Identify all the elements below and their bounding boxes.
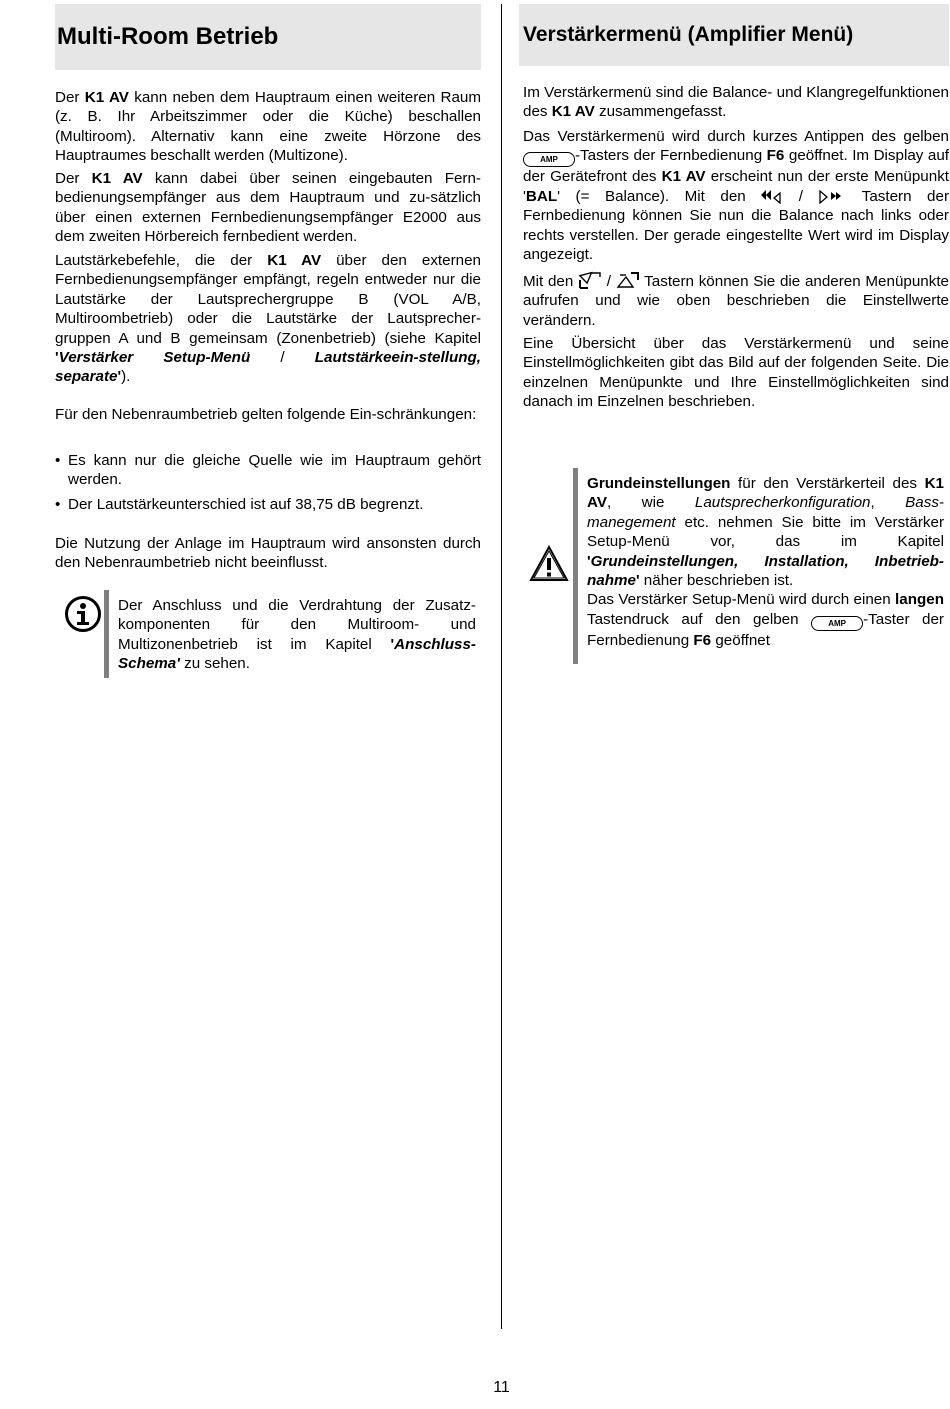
text: -Taster der Fernbedienung: [587, 610, 944, 649]
quote: ': [55, 349, 59, 367]
text: ,: [870, 494, 906, 512]
quote: ': [117, 368, 122, 386]
text: Grundeinstellungen: [587, 475, 731, 492]
text: /: [250, 349, 315, 367]
menu-down-icon: [578, 271, 602, 289]
right-paragraph-4: Eine Übersicht über das Verstärkermenü und seine Einstellmöglichkeiten gibt das Bild auf der folgenden Seite. Die einzelnen Menüpunkte und Ihre Einstellmöglichkeiten sind danach im Einzelnen beschrieben.: [523, 335, 949, 411]
chapter-ref: Lautstärkeein-stellung, separate: [55, 349, 481, 386]
right-paragraph-1: [523, 83, 949, 122]
left-note-text: [118, 596, 476, 674]
chapter-ref: Grundeinstellungen, Installation, Inbetrieb-nahme: [587, 552, 944, 590]
text: Der: [55, 89, 85, 106]
text: Der Anschluss und die Verdrahtung der Zusatz-komponenten für den Multiroom- und Multizonenbetrieb ist im Kapitel: [118, 597, 476, 653]
text: geöffnet. Im Display auf der Gerätefront des: [523, 147, 949, 186]
text: näher beschrieben ist.: [639, 572, 794, 590]
text: Lautstärkebefehle, die der: [55, 252, 268, 269]
key-name: F6: [693, 631, 712, 649]
amp-button-icon: AMP: [811, 616, 863, 631]
text: ' (= Balance). Mit den: [557, 187, 762, 205]
product-name: K1 AV: [91, 170, 143, 187]
note-bar: [104, 590, 109, 678]
page-number: 11: [493, 1379, 510, 1396]
product-name: K1 AV: [587, 475, 944, 512]
menu-item-name: BAL: [525, 187, 558, 205]
quote: ': [587, 552, 591, 570]
product-name: K1 AV: [661, 168, 706, 186]
product-name: K1 AV: [84, 89, 129, 106]
chapter-ref: Verstärker Setup-Menü: [58, 349, 251, 367]
menu-up-icon: [616, 271, 640, 289]
text: , wie: [606, 494, 695, 512]
text: etc. nehmen Sie bitte im Verstärker Setup-Menü vor, das im Kapitel: [587, 513, 944, 551]
text: Tastendruck auf den gelben: [587, 610, 812, 628]
left-paragraph-4: Für den Nebenraumbetrieb gelten folgende Ein-schränkungen:: [55, 406, 477, 423]
left-paragraph-2: [55, 169, 481, 247]
warning-icon: [529, 545, 569, 583]
text: Tastern der Fernbedienung können Sie nun die Balance nach links oder rechts verstellen. Der gerade eingestellte Wert wird im Display angezeigt.: [523, 187, 949, 264]
bullet-item: • Es kann nur die gleiche Quelle wie im Hauptraum gehört werden.: [55, 451, 481, 490]
right-note-text: [587, 474, 944, 650]
quote: ': [635, 572, 640, 590]
text: Tastern können Sie die anderen Menüpunkte aufrufen und wie oben beschrieben die Einstellwerte verändern.: [523, 273, 949, 329]
column-divider: [501, 4, 502, 1329]
text: langen: [895, 591, 944, 609]
right-paragraph-2: [523, 127, 949, 264]
text: zu sehen.: [179, 655, 250, 673]
bullet-item: • Der Lautstärkeunterschied ist auf 38,75 dB begrenzt.: [55, 495, 481, 514]
left-paragraph-3: [55, 251, 481, 387]
left-paragraph-1: [55, 88, 481, 166]
text: -Tasters der Fernbedienung: [575, 147, 767, 165]
key-name: F6: [766, 147, 785, 165]
text: kann dabei über seinen eingebauten Fern-bedienungsempfänger aus dem Hauptraum und zu-sätzlich über einen externen Fernbedienungsempfänger E2000 aus dem zweiten Hörbereich fernbedient werden.: [55, 170, 481, 246]
text: Mit den: [523, 273, 579, 290]
note-bar: [573, 468, 578, 664]
info-icon: [64, 595, 102, 633]
right-heading-text: Verstärkermenü (Amplifier Menü): [523, 23, 854, 46]
text: geöffnet: [711, 631, 770, 649]
amp-button-icon: AMP: [523, 152, 575, 167]
text: Bass-manegement: [587, 494, 944, 531]
text: Im Verstärkermenü sind die Balance- und Klangregelfunktionen des: [523, 84, 949, 121]
right-paragraph-3: [523, 271, 949, 330]
product-name: K1 AV: [267, 252, 322, 269]
text: ).: [121, 368, 131, 386]
product-name: K1 AV: [551, 103, 595, 121]
text: zusammengefasst.: [594, 103, 727, 121]
left-paragraph-5: Die Nutzung der Anlage im Hauptraum wird ansonsten durch den Nebenraumbetrieb nicht beeinflusst.: [55, 535, 481, 572]
text: Der: [55, 170, 92, 187]
text: Das Verstärkermenü wird durch kurzes Antippen des gelben: [523, 128, 949, 145]
text: erscheint nun der erste Menüpunkt ': [523, 168, 950, 205]
text: Das Verstärker Setup-Menü wird durch einen: [587, 591, 896, 609]
text: Lautsprecherkonfiguration: [694, 494, 871, 512]
text: kann neben dem Hauptraum einen weiteren Raum (z. B. Ihr Arbeitszimmer oder die Küche) beschallen (Multiroom). Alternativ kann eine zweite Hörzone des Hauptraumes beschallt werden (Multizone).: [55, 89, 481, 165]
text: für den Verstärkerteil des: [730, 475, 925, 492]
left-heading-text: Multi-Room Betrieb: [57, 23, 279, 50]
forward-icon: [819, 190, 847, 204]
quote: ': [390, 635, 395, 653]
rewind-icon: [761, 190, 783, 204]
text: /: [602, 273, 616, 290]
text: über den externen Fernbedienungsempfänger empfängt, regeln entweder nur die Lautstärke der Lautsprechergruppe B (VOL A/B, Multiroombetrieb) oder die Lautstärke der Lautsprecher-gruppen A und B gemeinsam (Zonenbetrieb) (siehe Kapitel: [55, 252, 481, 347]
left-heading: [55, 4, 481, 70]
right-heading: [519, 4, 949, 66]
chapter-ref: Anschluss-Schema': [118, 635, 476, 673]
text: /: [783, 187, 819, 205]
